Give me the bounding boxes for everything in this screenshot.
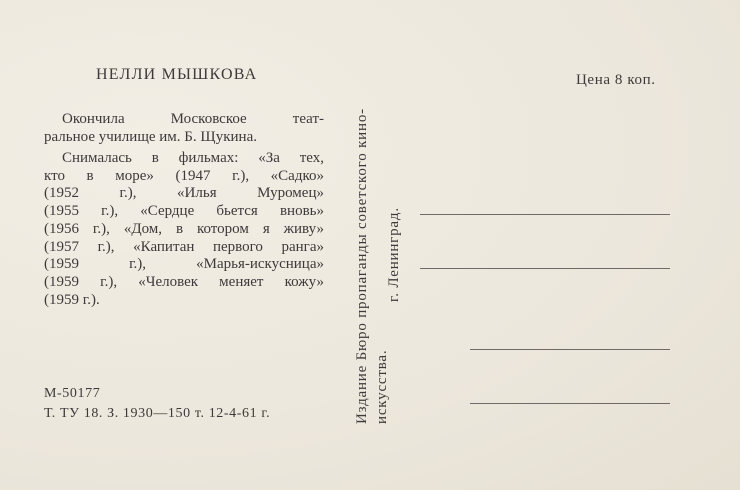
publisher-city: г. Ленинград. [386,207,402,302]
actress-name-title: НЕЛЛИ МЫШКОВА [96,66,258,83]
bio-line: ральное училище им. Б. Щукина. [44,128,257,145]
bio-line: кто в море» (1947 г.), «Садко» [44,167,324,184]
bio-line: (1959 г.). [44,291,100,308]
address-line [420,214,670,215]
bio-line: (1955 г.), «Сердце бьется вновь» [44,203,324,220]
bio-line: Снималась в фильмах: «За тех, [62,150,324,166]
bio-line: (1952 г.), «Илья Муромец» [44,185,324,202]
catalog-code: М-50177 [44,386,101,401]
bio-line: (1956 г.), «Дом, в котором я живу» [44,220,324,237]
bio-line: (1959 г.), «Человек меняет кожу» [44,273,324,290]
bio-line: Окончила Московское теат- [62,111,324,127]
address-line [420,268,670,269]
publisher-line-1: Издание Бюро пропаганды советского кино- [354,108,370,424]
education-paragraph [44,111,324,146]
address-line [470,403,670,404]
publisher-imprint [352,108,402,424]
filmography-paragraph [44,150,324,309]
bio-line: (1959 г.), «Марья-искусница» [44,256,324,273]
price-label: Цена 8 коп. [576,72,656,88]
print-info: Т. ТУ 18. З. 1930—150 т. 12-4-61 г. [44,406,271,421]
bio-line: (1957 г.), «Капитан первого ранга» [44,238,324,255]
address-line [470,349,670,350]
publisher-line-2: искусства. [374,349,390,424]
